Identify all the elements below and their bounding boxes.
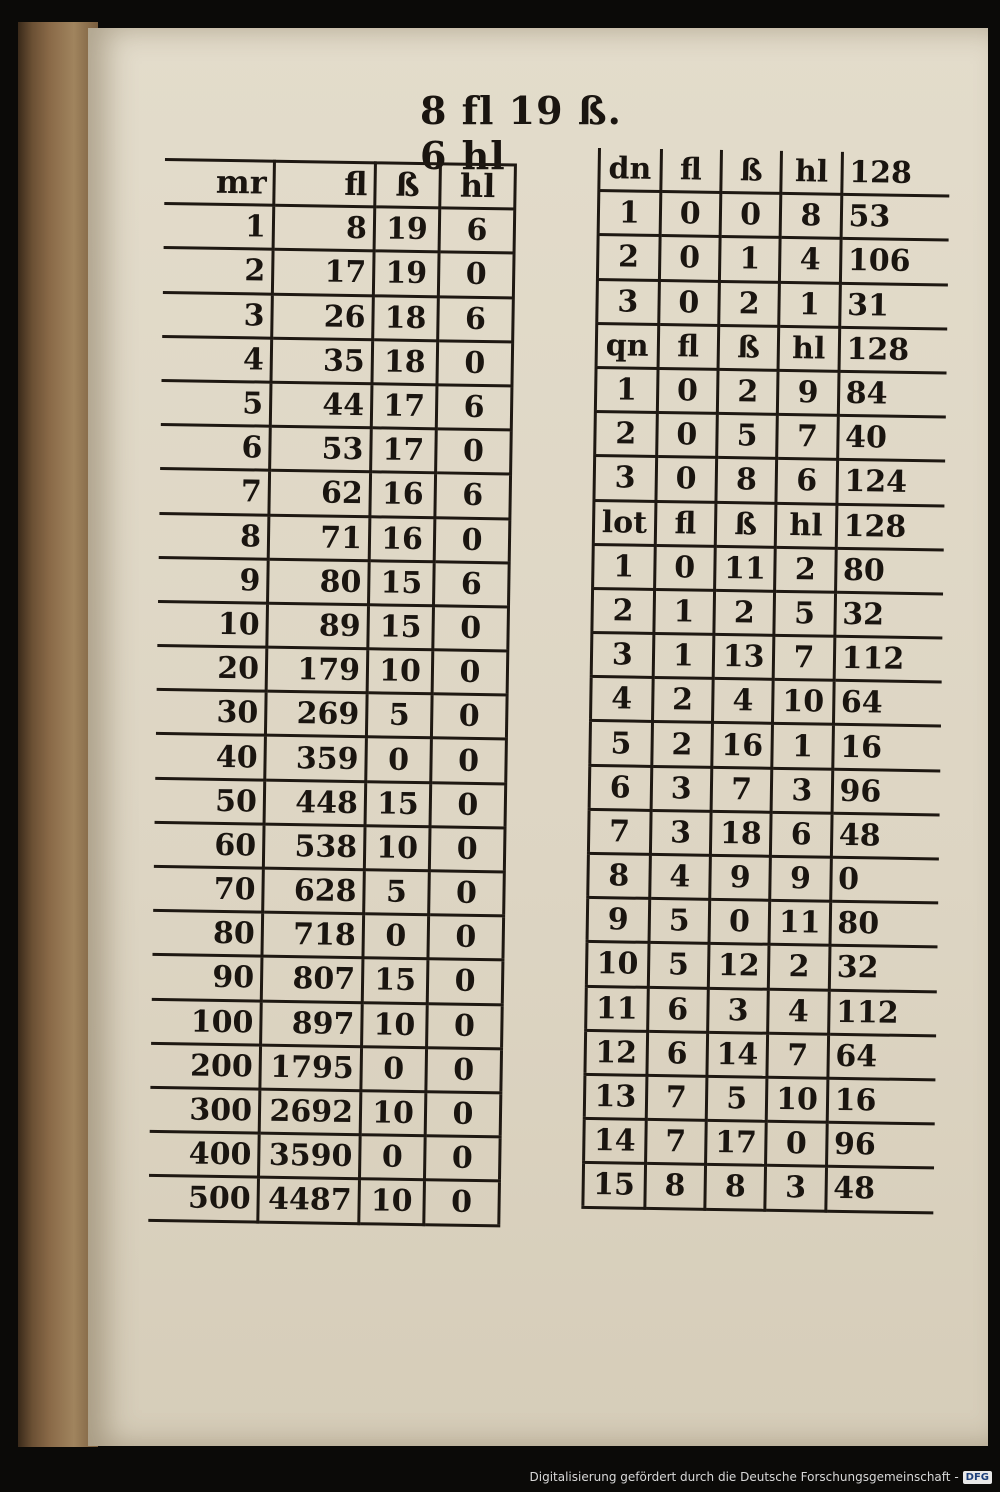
table-cell: 2 (595, 412, 657, 457)
table-cell: 14 (584, 1119, 646, 1164)
table-row (162, 336, 513, 386)
table-row (157, 646, 508, 696)
table-cell: 80 (268, 559, 370, 605)
table-cell: 538 (263, 824, 365, 870)
table-cell: 16 (369, 516, 435, 561)
table-cell: 718 (262, 912, 364, 958)
table-cell: 11 (769, 900, 830, 945)
column-header: hl (440, 164, 516, 209)
table-cell: 16 (827, 1078, 936, 1124)
table-cell: 10 (362, 1002, 428, 1047)
table-cell: 0 (433, 606, 509, 651)
dfg-logo: DFG (963, 1471, 992, 1484)
table-cell: 0 (660, 192, 721, 237)
table-cell: 26 (272, 294, 374, 340)
table-cell: 807 (261, 956, 363, 1002)
table-cell: 5 (366, 693, 432, 738)
table-cell: 0 (766, 1121, 827, 1166)
table-cell: 0 (430, 782, 506, 827)
table-cell: 2 (719, 281, 780, 326)
table-row (595, 367, 946, 417)
table-cell: 2 (597, 235, 659, 280)
section-header-cell: fl (658, 324, 719, 369)
section-header-cell: hl (778, 326, 839, 371)
table-row (598, 191, 949, 241)
table-cell: 62 (269, 470, 371, 516)
section-header-cell: ß (715, 502, 776, 547)
table-row (592, 588, 943, 638)
table-cell: 10 (359, 1179, 425, 1224)
table-cell: 17 (371, 428, 437, 473)
table-row (586, 986, 937, 1036)
table-cell: 53 (841, 195, 950, 241)
table-cell: 3 (765, 1166, 826, 1211)
table-cell: 7 (767, 1033, 828, 1078)
table-cell: 3 (594, 456, 656, 501)
table-cell: 53 (270, 426, 372, 472)
section-header-cell: lot (593, 500, 655, 545)
table-cell: 5 (774, 591, 835, 636)
table-cell: 5 (717, 414, 778, 459)
table-cell: 359 (265, 736, 367, 782)
table-cell: 0 (431, 694, 507, 739)
table-cell: 0 (656, 457, 717, 502)
section-header-cell: 128 (839, 327, 948, 373)
table-cell: 2 (651, 722, 712, 767)
table-cell: 40 (155, 734, 265, 780)
table-cell: 89 (267, 603, 369, 649)
table-cell: 50 (155, 778, 265, 824)
table-cell: 15 (368, 605, 434, 650)
table-cell: 32 (834, 592, 943, 638)
table-cell: 8 (644, 1164, 705, 1209)
table-cell: 35 (271, 338, 373, 384)
table-cell: 8 (588, 853, 650, 898)
table-cell: 48 (831, 813, 940, 859)
section-header-cell: 128 (836, 504, 945, 550)
table-row (586, 942, 937, 992)
table-cell: 6 (436, 385, 512, 430)
table-row (589, 765, 940, 815)
table-row (150, 1043, 501, 1093)
table-cell: 10 (767, 1077, 828, 1122)
table-cell: 8 (705, 1165, 766, 1210)
table-cell: 2 (163, 248, 273, 294)
column-header: ß (375, 163, 441, 208)
table-cell: 10 (157, 601, 267, 647)
table-cell: 0 (426, 1047, 502, 1092)
table-cell: 30 (156, 690, 266, 736)
table-row (152, 955, 503, 1005)
table-cell: 9 (158, 557, 268, 603)
table-cell: 9 (710, 855, 771, 900)
table-row (161, 380, 512, 430)
table-row (164, 204, 515, 254)
table-row (590, 721, 941, 771)
table-row (584, 1119, 935, 1169)
table-cell: 14 (707, 1032, 768, 1077)
table-row (160, 425, 511, 475)
table-cell: 6 (771, 812, 832, 857)
table-row (155, 734, 506, 784)
table-cell: 96 (832, 769, 941, 815)
table-cell: 15 (362, 958, 428, 1003)
table-row (595, 412, 946, 462)
table-cell: 1 (719, 237, 780, 282)
table-cell: 1 (595, 367, 657, 412)
table-row (594, 456, 945, 506)
right-ledger-table (581, 148, 950, 1214)
table-cell: 2 (769, 945, 830, 990)
section-header-cell: ß (721, 150, 782, 194)
table-cell: 2 (717, 369, 778, 414)
table-row (157, 601, 508, 651)
table-cell: 3590 (258, 1133, 360, 1179)
table-cell: 106 (840, 239, 949, 285)
table-cell: 12 (708, 944, 769, 989)
table-cell: 8 (159, 513, 269, 559)
table-cell: 64 (828, 1034, 937, 1080)
table-cell: 64 (833, 681, 942, 727)
table-cell: 7 (777, 414, 838, 459)
table-cell: 3 (162, 292, 272, 338)
table-cell: 1795 (260, 1045, 362, 1091)
section-header-cell: hl (776, 503, 837, 548)
table-cell: 0 (654, 545, 715, 590)
table-cell: 0 (361, 1046, 427, 1091)
table-cell: 10 (360, 1091, 426, 1136)
table-cell: 11 (586, 986, 648, 1031)
table-row (159, 469, 510, 519)
table-cell: 11 (715, 546, 776, 591)
table-cell: 0 (427, 1003, 503, 1048)
left-table-header-row (164, 159, 515, 209)
table-cell: 2 (652, 678, 713, 723)
table-cell: 2 (775, 547, 836, 592)
table-row (151, 999, 502, 1049)
table-cell: 1 (593, 544, 655, 589)
table-cell: 4487 (258, 1177, 360, 1223)
table-cell: 17 (705, 1120, 766, 1165)
section-header-cell: ß (718, 325, 779, 370)
section-header-row (596, 323, 947, 373)
table-cell: 3 (708, 988, 769, 1033)
table-row (585, 1030, 936, 1080)
table-cell: 0 (658, 280, 719, 325)
table-cell: 112 (834, 636, 943, 682)
table-cell: 0 (429, 871, 505, 916)
left-ledger-table (148, 158, 517, 1227)
table-row (588, 853, 939, 903)
table-cell: 6 (160, 425, 270, 471)
table-cell: 80 (152, 911, 262, 957)
table-row (597, 279, 948, 329)
table-cell: 5 (590, 721, 652, 766)
table-cell: 7 (588, 809, 650, 854)
table-cell: 0 (432, 650, 508, 695)
column-header: fl (274, 161, 376, 207)
table-row (584, 1074, 935, 1124)
footer-text: Digitalisierung gefördert durch die Deutsche Forschungsgemeinschaft - (529, 1470, 959, 1484)
table-row (162, 292, 513, 342)
table-row (159, 513, 510, 563)
table-cell: 16 (712, 723, 773, 768)
table-cell: 6 (434, 561, 510, 606)
table-cell: 6 (589, 765, 651, 810)
table-cell: 0 (657, 368, 718, 413)
table-cell: 16 (832, 725, 941, 771)
table-cell: 1 (164, 204, 274, 250)
table-row (154, 822, 505, 872)
table-row (591, 677, 942, 727)
table-cell: 4 (162, 336, 272, 382)
page-header: 8 fl 19 ß. 6 hl (420, 88, 622, 178)
table-cell: 448 (264, 780, 366, 826)
table-cell: 44 (270, 382, 372, 428)
table-cell: 3 (771, 768, 832, 813)
table-row (158, 557, 509, 607)
table-cell: 0 (720, 193, 781, 238)
table-cell: 10 (773, 680, 834, 725)
table-cell: 4 (768, 989, 829, 1034)
table-cell: 0 (366, 737, 432, 782)
table-cell: 6 (647, 987, 708, 1032)
table-cell: 40 (837, 415, 946, 461)
table-cell: 5 (649, 899, 710, 944)
table-cell: 15 (369, 560, 435, 605)
table-cell: 0 (363, 914, 429, 959)
table-cell: 12 (585, 1030, 647, 1075)
table-cell: 2 (592, 588, 654, 633)
table-cell: 8 (716, 458, 777, 503)
table-row (156, 690, 507, 740)
table-cell: 84 (838, 371, 947, 417)
book-edge (18, 22, 98, 1447)
table-row (588, 809, 939, 859)
table-cell: 8 (780, 194, 841, 239)
table-row (591, 633, 942, 683)
table-cell: 628 (263, 868, 365, 914)
table-cell: 400 (149, 1132, 259, 1178)
table-cell: 0 (431, 738, 507, 783)
table-cell: 0 (359, 1135, 425, 1180)
table-cell: 100 (151, 999, 261, 1045)
table-cell: 3 (591, 633, 653, 678)
table-cell: 18 (372, 340, 438, 385)
table-cell: 179 (266, 647, 368, 693)
table-cell: 71 (268, 515, 370, 561)
section-header-cell: hl (781, 151, 842, 195)
section-header-cell: qn (596, 323, 658, 368)
table-cell: 1 (779, 282, 840, 327)
table-cell: 269 (265, 691, 367, 737)
table-cell: 6 (647, 1031, 708, 1076)
table-cell: 19 (373, 251, 439, 296)
table-cell: 16 (370, 472, 436, 517)
table-cell: 5 (648, 943, 709, 988)
table-cell: 7 (711, 767, 772, 812)
table-cell: 112 (828, 990, 937, 1036)
table-cell: 5 (364, 870, 430, 915)
table-cell: 7 (773, 635, 834, 680)
table-cell: 7 (159, 469, 269, 515)
left-table-body (148, 204, 514, 1226)
table-row (152, 911, 503, 961)
right-table-body (583, 148, 950, 1212)
table-cell: 0 (436, 429, 512, 474)
section-header-cell: 128 (841, 152, 950, 196)
table-cell: 15 (365, 781, 431, 826)
table-cell: 6 (776, 459, 837, 504)
table-cell: 32 (829, 946, 938, 992)
table-cell: 0 (424, 1136, 500, 1181)
table-cell: 80 (835, 548, 944, 594)
table-cell: 0 (427, 959, 503, 1004)
section-header-cell: dn (599, 148, 661, 192)
table-cell: 13 (584, 1074, 646, 1119)
table-row (583, 1163, 934, 1213)
section-header-row (593, 500, 944, 550)
table-row (597, 235, 948, 285)
table-cell: 200 (150, 1043, 260, 1089)
table-row (150, 1087, 501, 1137)
table-cell: 0 (709, 900, 770, 945)
table-cell: 0 (434, 517, 510, 562)
table-cell: 3 (650, 810, 711, 855)
table-row (587, 898, 938, 948)
table-cell: 10 (586, 942, 648, 987)
table-cell: 1 (653, 633, 714, 678)
table-cell: 1 (654, 589, 715, 634)
table-cell: 20 (157, 646, 267, 692)
table-cell: 0 (429, 827, 505, 872)
table-cell: 15 (583, 1163, 645, 1208)
table-cell: 90 (152, 955, 262, 1001)
table-cell: 80 (830, 901, 939, 947)
table-cell: 8 (273, 205, 375, 251)
table-cell: 1 (772, 724, 833, 769)
table-row (155, 778, 506, 828)
table-row (149, 1132, 500, 1182)
table-cell: 897 (261, 1001, 363, 1047)
column-header: mr (164, 159, 274, 205)
table-cell: 0 (424, 1180, 500, 1225)
table-cell: 124 (837, 460, 946, 506)
table-row (163, 248, 514, 298)
table-cell: 0 (659, 236, 720, 281)
table-cell: 10 (364, 826, 430, 871)
table-cell: 4 (591, 677, 653, 722)
table-cell: 18 (373, 295, 439, 340)
table-cell: 10 (367, 649, 433, 694)
table-row (148, 1176, 499, 1226)
table-cell: 7 (646, 1075, 707, 1120)
table-cell: 0 (830, 857, 939, 903)
table-cell: 96 (826, 1122, 935, 1168)
table-cell: 9 (587, 898, 649, 943)
section-header-row (599, 148, 950, 196)
table-cell: 0 (428, 915, 504, 960)
table-cell: 7 (645, 1119, 706, 1164)
table-cell: 3 (651, 766, 712, 811)
table-cell: 3 (597, 279, 659, 324)
table-cell: 5 (161, 380, 271, 426)
table-row (593, 544, 944, 594)
section-header-cell: fl (660, 149, 721, 193)
table-cell: 4 (780, 238, 841, 283)
table-cell: 13 (713, 634, 774, 679)
table-cell: 18 (710, 811, 771, 856)
table-cell: 300 (150, 1087, 260, 1133)
table-cell: 4 (712, 679, 773, 724)
table-cell: 0 (438, 252, 514, 297)
table-cell: 0 (425, 1092, 501, 1137)
table-cell: 2692 (259, 1089, 361, 1135)
table-cell: 19 (374, 207, 440, 252)
table-cell: 60 (154, 822, 264, 868)
table-cell: 500 (148, 1176, 258, 1222)
table-cell: 0 (656, 413, 717, 458)
table-cell: 2 (714, 590, 775, 635)
footer-credit (530, 1466, 993, 1488)
table-cell: 9 (770, 856, 831, 901)
table-cell: 6 (438, 296, 514, 341)
table-cell: 1 (598, 191, 660, 236)
table-row (153, 866, 504, 916)
table-cell: 48 (825, 1167, 934, 1213)
table-cell: 6 (439, 208, 515, 253)
table-cell: 4 (649, 854, 710, 899)
table-cell: 5 (706, 1076, 767, 1121)
table-cell: 6 (435, 473, 511, 518)
table-cell: 9 (778, 370, 839, 415)
table-cell: 17 (272, 250, 374, 296)
table-cell: 31 (839, 283, 948, 329)
section-header-cell: fl (655, 501, 716, 546)
table-cell: 70 (153, 866, 263, 912)
table-cell: 0 (437, 341, 513, 386)
table-cell: 17 (371, 384, 437, 429)
